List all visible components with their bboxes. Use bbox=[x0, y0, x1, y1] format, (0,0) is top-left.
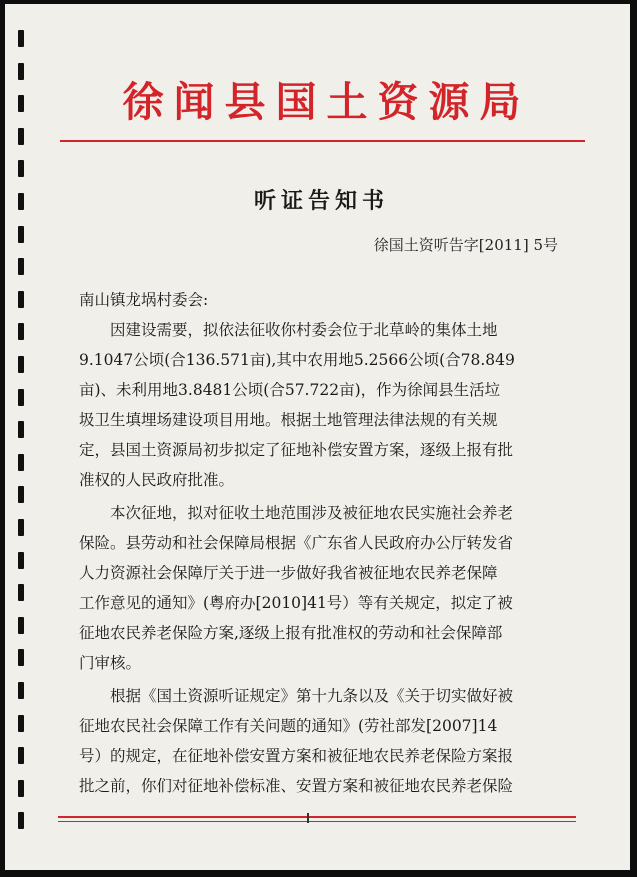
binding-hole bbox=[18, 715, 24, 732]
recipient-line: 南山镇龙埚村委会: bbox=[79, 291, 209, 309]
document-title: 听证告知书 bbox=[253, 188, 389, 214]
text-line: 门审核。 bbox=[79, 654, 142, 672]
binding-hole bbox=[18, 780, 24, 797]
binding-hole bbox=[18, 682, 24, 699]
binding-hole bbox=[18, 486, 24, 503]
binding-hole bbox=[18, 291, 24, 308]
binding-hole bbox=[18, 160, 24, 177]
text-line: 定，县国土资源局初步拟定了征地补偿安置方案，逐级上报有批 bbox=[79, 441, 514, 459]
paragraph-2 bbox=[79, 498, 579, 678]
text-line: 号）的规定，在征地补偿安置方案和被征地农民养老保险方案报 bbox=[79, 747, 514, 765]
binding-hole bbox=[18, 128, 24, 145]
binding-hole bbox=[18, 356, 24, 373]
text-line: 9.1047公顷(合136.571亩),其中农用地5.2566公顷(合78.849 bbox=[79, 351, 515, 369]
page-marker bbox=[307, 813, 309, 823]
text-line: 工作意见的通知》(粤府办[2010]41号）等有关规定，拟定了被 bbox=[79, 594, 513, 612]
text-line: 亩)、未利用地3.8481公顷(合57.722亩)，作为徐闻县生活垃 bbox=[79, 381, 501, 399]
paragraph-3 bbox=[79, 681, 579, 801]
text-line: 征地农民社会保障工作有关问题的通知》(劳社部发[2007]14 bbox=[79, 717, 498, 735]
text-line: 征地农民养老保险方案,逐级上报有批准权的劳动和社会保障部 bbox=[79, 624, 503, 642]
binding-hole bbox=[18, 617, 24, 634]
text-line: 根据《国土资源听证规定》第十九条以及《关于切实做好被 bbox=[79, 687, 514, 705]
binding-holes bbox=[18, 30, 26, 850]
text-line: 人力资源社会保障厅关于进一步做好我省被征地农民养老保障 bbox=[79, 564, 498, 582]
binding-hole bbox=[18, 454, 24, 471]
binding-hole bbox=[18, 389, 24, 406]
binding-hole bbox=[18, 258, 24, 275]
text-line: 本次征地，拟对征收土地范围涉及被征地农民实施社会养老 bbox=[79, 504, 514, 522]
binding-hole bbox=[18, 63, 24, 80]
document-page bbox=[5, 4, 630, 870]
text-line: 保险。县劳动和社会保障局根据《广东省人民政府办公厅转发省 bbox=[79, 534, 514, 552]
letterhead-title: 徐闻县国土资源局 bbox=[122, 78, 531, 126]
binding-hole bbox=[18, 747, 24, 764]
document-body bbox=[79, 285, 579, 801]
binding-hole bbox=[18, 421, 24, 438]
footer-red-rule bbox=[58, 816, 576, 818]
text-line: 批之前，你们对征地补偿标准、安置方案和被征地农民养老保险 bbox=[79, 777, 514, 795]
binding-hole bbox=[18, 552, 24, 569]
binding-hole bbox=[18, 649, 24, 666]
binding-hole bbox=[18, 30, 24, 47]
binding-hole bbox=[18, 323, 24, 340]
document-number: 徐国土资听告字[2011] 5号 bbox=[373, 236, 558, 254]
text-line: 因建设需要，拟依法征收你村委会位于北草岭的集体土地 bbox=[79, 321, 498, 339]
binding-hole bbox=[18, 519, 24, 536]
footer-red-rule-thin bbox=[58, 821, 576, 822]
paragraph-1 bbox=[79, 315, 579, 495]
text-line: 圾卫生填埋场建设项目用地。根据土地管理法律法规的有关规 bbox=[79, 411, 498, 429]
binding-hole bbox=[18, 226, 24, 243]
letterhead-red-rule bbox=[60, 140, 585, 142]
binding-hole bbox=[18, 584, 24, 601]
text-line: 准权的人民政府批准。 bbox=[79, 471, 235, 489]
binding-hole bbox=[18, 812, 24, 829]
